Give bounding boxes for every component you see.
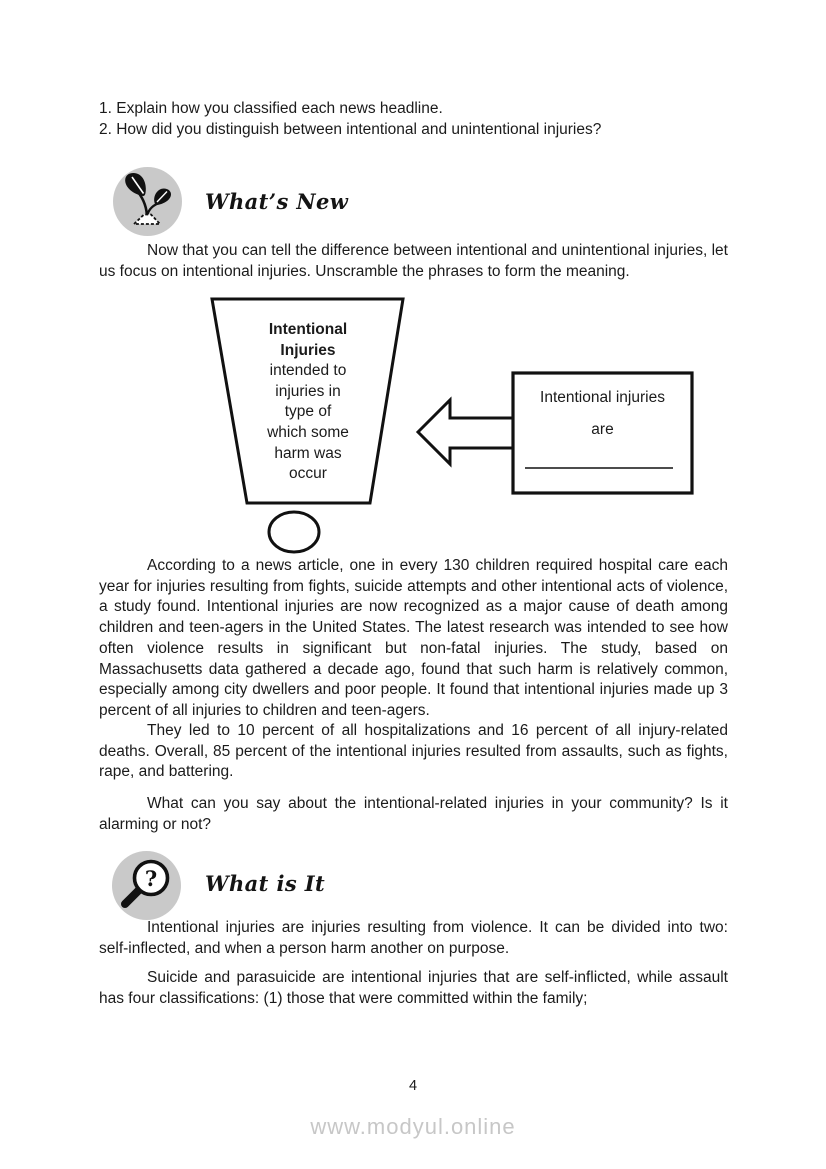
funnel-text bbox=[224, 320, 392, 485]
what-is-it-icon-circle bbox=[112, 851, 181, 920]
funnel-phrase: type of bbox=[284, 403, 332, 421]
question-item: 2. How did you distinguish between intentional and unintentional injuries? bbox=[99, 120, 602, 138]
page-number: 4 bbox=[408, 1078, 418, 1094]
answer-box-text bbox=[513, 388, 692, 440]
funnel-title-line: Intentional bbox=[268, 321, 348, 338]
classification-paragraph: Suicide and parasuicide are intentional injuries that are self-inflicted, while assault has four classifications: (1) those that were committed within the family; bbox=[99, 969, 728, 1007]
section-title-what-is-it: What is It bbox=[205, 871, 326, 896]
funnel-phrase: which some bbox=[267, 423, 349, 441]
funnel-title-line: Injuries bbox=[280, 341, 336, 359]
watermark-text: www.modyul.online bbox=[310, 1114, 516, 1139]
funnel-dot-ellipse bbox=[269, 512, 319, 552]
unscramble-diagram bbox=[0, 0, 826, 560]
news-paragraph-2: They led to 10 percent of all hospitalizations and 16 percent of all injury-related deaths. Overall, 85 percent of the intentional injuries resulted from assaults, such as fights, rape, and battering. bbox=[99, 722, 728, 781]
question-item: 1. Explain how you classified each news headline. bbox=[99, 100, 443, 117]
funnel-phrase: injuries in bbox=[275, 382, 341, 400]
funnel-phrase: occur bbox=[289, 465, 327, 483]
intro-paragraph: Now that you can tell the difference between intentional and unintentional injuries, let us focus on intentional injuries. Unscramble the phrases to form the meaning. bbox=[99, 242, 728, 280]
answer-box-line2: are bbox=[591, 420, 614, 438]
magnifier-question-icon bbox=[112, 851, 181, 920]
left-block-arrow-icon bbox=[418, 400, 513, 464]
funnel-phrase: intended to bbox=[269, 362, 347, 380]
definition-paragraph: Intentional injuries are injuries resulting from violence. It can be divided into two: self-inflected, and when a person harm another on purpose. bbox=[99, 919, 728, 957]
funnel-phrase: harm was bbox=[274, 444, 342, 462]
community-question-paragraph: What can you say about the intentional-related injuries in your community? Is it alarming or not? bbox=[99, 795, 728, 833]
magnifier-handle bbox=[125, 891, 138, 904]
answer-box-line1: Intentional injuries bbox=[540, 389, 665, 406]
news-paragraph-1: According to a news article, one in every 130 children required hospital care each year for injuries resulting from fights, suicide attempts and other intentional acts of violence, a study found. Intentional injuries are now recognized as a major cause of death among children and teen-agers in the United States. The latest research was intended to see how often violence results in significant but non-fatal injuries. The study, based on Massachusetts data gathered a decade ago, found that such harm is relatively common, especially among city dwellers and poor people. It found that intentional injuries made up 3 percent of all injuries to children and teen-agers. bbox=[99, 557, 728, 719]
question-mark-glyph: ? bbox=[144, 866, 158, 891]
section-title-whats-new: What’s New bbox=[205, 189, 349, 214]
